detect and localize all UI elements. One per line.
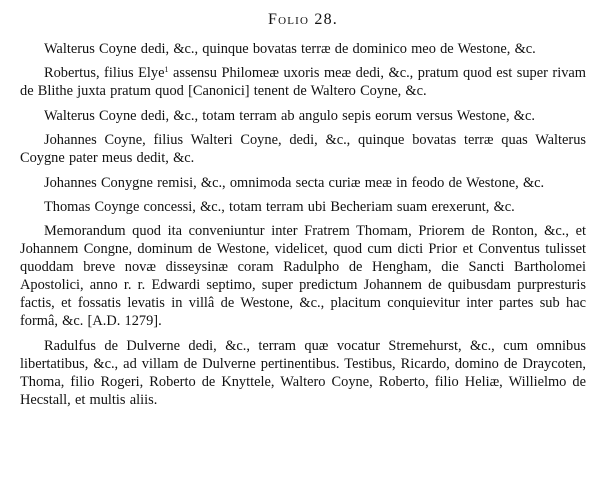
entry-text: 1279]. [120, 313, 162, 330]
date-bracket [92, 313, 161, 329]
entry-walterus-totam-terram: Walterus Coyne dedi, &c., totam terram ab angulo sepis eorum versus Westone, &c. [44, 107, 535, 124]
entry-text: Memorandum quod ita conveniuntur inter Fratrem Thomam, Priorem de Ronton, &c., et Johannem Congne, dominum de Westone, videlicet, quod cum dicti Prior et Conventus tulisset quoddam breve novæ disseysinæ coram Radulpho de Hengham, die Sancti Bartholomei Apostolici, anno r. r. Edwardi septimo, super predictum Johannem de quibusdam purpresturis factis, et fossatis levatis in villâ de Westone, &c., placitum conquievitur inter partes sub hac formâ, &c. [ [20, 223, 586, 330]
entry-johannes-conygne: Johannes Conygne remisi, &c., omnimoda secta curiæ meæ in feodo de Westone, &c. [44, 174, 545, 191]
footnote-marker: 1 [164, 65, 169, 75]
entry-memorandum [20, 222, 586, 330]
document-page [20, 10, 586, 415]
entry-thomas-coynge: Thomas Coynge concessi, &c., totam terram ubi Becheriam suam erexerunt, &c. [44, 198, 515, 215]
entry-text: Robertus, filius Elye [44, 65, 165, 82]
entry-johannes-coyne: Johannes Coyne, filius Walteri Coyne, dedi, &c., quinque bovatas terræ quas Walterus Coygne pater meus dedit, &c. [20, 132, 586, 167]
folio-heading: Folio 28. [268, 11, 338, 28]
entry-radulfus-de-dulverne: Radulfus de Dulverne dedi, &c., terram quæ vocatur Stremehurst, &c., cum omnibus libertatibus, &c., ad villam de Dulverne pertinentibus. Testibus, Ricardo, domino de Draycoten, Thoma, filio Rogeri, Roberto de Knyttele, Waltero Coyne, Roberto, filio Heliæ, Willielmo de Hecstall, et multis aliis. [20, 337, 586, 408]
entry-robertus-filius-elye [20, 64, 586, 100]
anno-domini-abbrev: A.D. [92, 313, 121, 330]
entry-walterus-quinque-bovatas: Walterus Coyne dedi, &c., quinque bovatas terræ de dominico meo de Westone, &c. [44, 41, 536, 57]
entry-text: assensu Philomeæ uxoris meæ dedi, &c., pratum quod est super rivam de Blithe juxta pratum quod [Canonici] tenent de Waltero Coyne, &c. [20, 65, 586, 100]
